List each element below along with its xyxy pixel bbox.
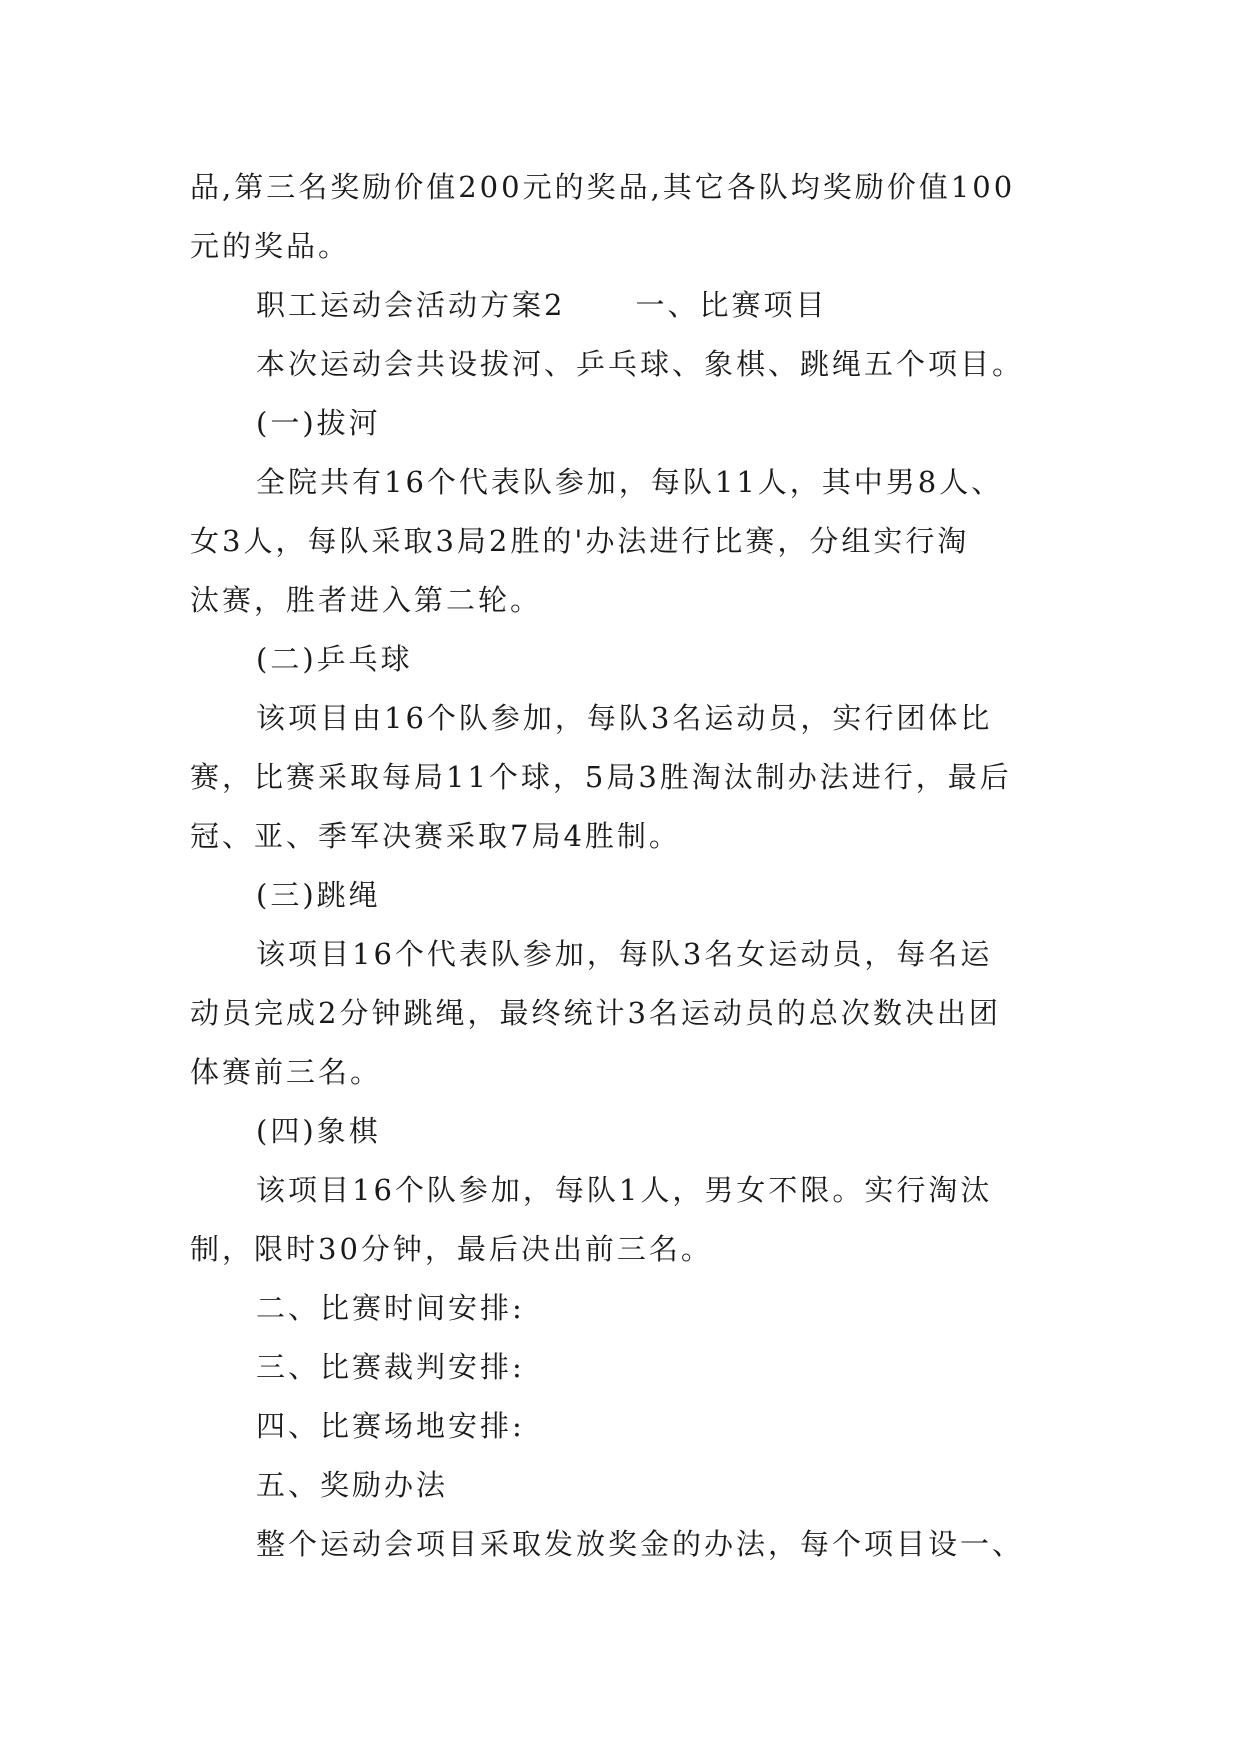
subsection-heading: (二)乒乓球 <box>256 642 413 676</box>
section-heading: 一、比赛项目 <box>635 288 828 322</box>
paragraph-line: 全院共有16个代表队参加，每队11人，其中男8人、 <box>256 465 1004 499</box>
paragraph-line: 本次运动会共设拔河、乒乓球、象棋、跳绳五个项目。 <box>256 347 1025 381</box>
paragraph-line: 品,第三名奖励价值200元的奖品,其它各队均奖励价值100 <box>190 170 1016 204</box>
paragraph-line: 赛，比赛采取每局11个球，5局3胜淘汰制办法进行，最后 <box>190 760 1012 794</box>
section-heading: 四、比赛场地安排: <box>256 1409 525 1443</box>
paragraph-line: 动员完成2分钟跳绳，最终统计3名运动员的总次数决出团 <box>190 996 1001 1030</box>
subsection-heading: (三)跳绳 <box>256 878 381 912</box>
document-body <box>190 158 1070 1574</box>
paragraph-line: 该项目16个代表队参加，每队3名女运动员，每名运 <box>256 937 993 971</box>
section-heading-line <box>190 276 1070 335</box>
paragraph-line: 整个运动会项目采取发放奖金的办法，每个项目设一、 <box>256 1527 1025 1561</box>
section-heading: 五、奖励办法 <box>256 1468 449 1502</box>
paragraph-line: 女3人，每队采取3局2胜的'办法进行比赛，分组实行淘 <box>190 524 970 558</box>
paragraph-line: 体赛前三名。 <box>190 1055 383 1089</box>
paragraph-line: 冠、亚、季军决赛采取7局4胜制。 <box>190 819 681 853</box>
paragraph-line: 汰赛，胜者进入第二轮。 <box>190 583 543 617</box>
section-heading: 二、比赛时间安排: <box>256 1291 525 1325</box>
paragraph-line: 元的奖品。 <box>190 229 351 263</box>
section-heading: 三、比赛裁判安排: <box>256 1350 525 1384</box>
paragraph-line: 该项目由16个队参加，每队3名运动员，实行团体比 <box>256 701 993 735</box>
subsection-heading: (一)拔河 <box>256 406 381 440</box>
paragraph-line: 该项目16个队参加，每队1人，男女不限。实行淘汰 <box>256 1173 993 1207</box>
paragraph-line: 制，限时30分钟，最后决出前三名。 <box>190 1232 713 1266</box>
subsection-heading: (四)象棋 <box>256 1114 381 1148</box>
plan-title: 职工运动会活动方案2 <box>256 288 566 322</box>
